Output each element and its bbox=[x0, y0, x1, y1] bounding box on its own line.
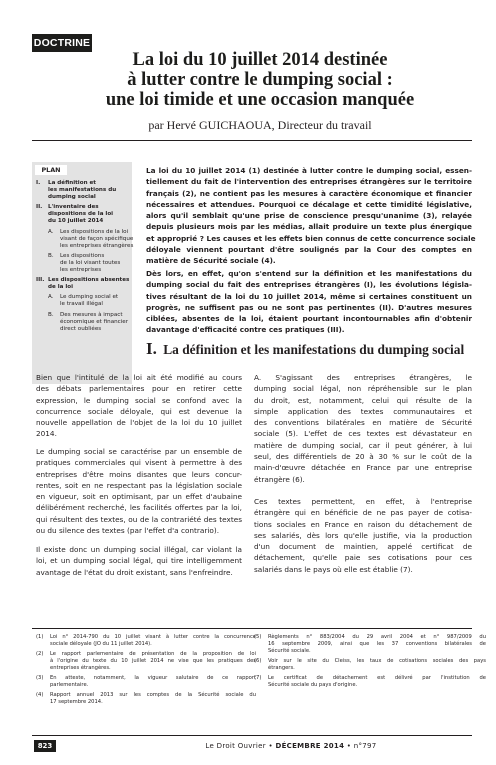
divider bbox=[32, 140, 472, 141]
text-line: français (2), ne contient pas les mesures à caractère économique et financier bbox=[146, 188, 472, 198]
plan-subsection bbox=[36, 294, 130, 308]
plan-subsection-line: Le dumping social et bbox=[60, 294, 119, 301]
page-number: 823 bbox=[34, 740, 56, 752]
text-line: étrangère qui en bénéficie de ne pas payer de cotisa- bbox=[254, 508, 472, 518]
footnote-number: (1) bbox=[36, 634, 44, 640]
footnote-line: Rapport annuel 2013 sur les comptes de la Sécurité sociale du bbox=[50, 691, 256, 698]
text-line: 2014. bbox=[36, 429, 57, 439]
journal-name: Le Droit Ouvrier bbox=[205, 742, 266, 750]
footnote-line: entreprises étrangères. bbox=[50, 665, 111, 672]
footnote-number: (2) bbox=[36, 650, 44, 657]
text-line: ciblées, absentes de la loi, étaient pourtant incontournables afin d'obtenir bbox=[146, 314, 472, 324]
plan-section-number: II. bbox=[36, 204, 43, 211]
text-line: délibérément recherché, les facilités offertes par la loi, bbox=[36, 503, 242, 513]
footnote-line: Le rapport parlementaire de présentation de la proposition de loi bbox=[50, 650, 256, 657]
plan-subsection-line: visant de façon spécifique bbox=[60, 235, 134, 242]
text-line: simple application des textes communautaires et bbox=[254, 406, 472, 416]
text-line: ou du silence des textes (par l'effet d'a contrario). bbox=[36, 526, 220, 536]
footnote-divider bbox=[32, 628, 472, 629]
text-line: entreprises d'être moins disantes que leurs concur- bbox=[36, 469, 242, 479]
footnote bbox=[254, 658, 486, 672]
text-line: nouvelle appellation de l'objet de la loi du 10 juillet bbox=[36, 418, 242, 428]
text-line: qui résultent des textes, ou de la contrariété des textes bbox=[36, 514, 242, 524]
separator: • bbox=[268, 742, 273, 750]
text-line: tions sociales en France en raison du détachement de bbox=[254, 519, 472, 529]
plan-subsection-line: Des mesures à impact bbox=[60, 311, 123, 318]
footnote-line: étrangers. bbox=[268, 665, 295, 672]
text-line: sociale (5). L'effet de ces textes est dévastateur en bbox=[254, 429, 472, 439]
footnote-line: sociale déloyale (JO du 11 juillet 2014). bbox=[50, 641, 152, 648]
issue-date: DÉCEMBRE 2014 bbox=[275, 742, 345, 750]
article-title bbox=[60, 50, 460, 110]
separator: • bbox=[346, 742, 352, 750]
plan-section bbox=[36, 204, 130, 225]
plan-section-line: La définition et bbox=[48, 180, 96, 186]
footnote-line: Règlements n° 883/2004 du 29 avril 2004 et n° 987/2009 du bbox=[268, 634, 486, 640]
plan-subsection-number: B. bbox=[48, 311, 54, 318]
text-line: salariés dans le pays où elle est établie (7). bbox=[254, 564, 413, 574]
plan-section-line: les manifestations du bbox=[48, 187, 117, 194]
text-line: ses salariés, dès lors qu'elle justifie, via la production bbox=[254, 530, 472, 540]
plan-section-line: L'inventaire des bbox=[48, 204, 99, 211]
lead-paragraph bbox=[146, 268, 472, 336]
footnote-number: (5) bbox=[254, 634, 262, 640]
text-line: pratiques commerciales qui visent à permettre à des bbox=[36, 458, 242, 468]
plan-subsection-line: économique et financier bbox=[60, 318, 129, 325]
title-line: une loi timide et une occasion manquée bbox=[105, 90, 415, 110]
footnote-number: (4) bbox=[36, 691, 44, 698]
plan-subsection-line: les entreprises bbox=[60, 267, 102, 274]
plan-section-line: dumping social bbox=[48, 194, 96, 201]
text-line: des conventions bilatérales en matière de Sécurité bbox=[254, 418, 472, 428]
section-number: I. bbox=[146, 339, 157, 358]
plan-subsection-number: A. bbox=[48, 294, 54, 301]
text-line: alors qu'il semblait qu'une prise de conscience presqu'unanime (3), relayée bbox=[146, 211, 472, 221]
plan-section-line: Les dispositions absentes bbox=[48, 277, 130, 284]
text-line: loi, et un dumping social légal, qui tire intelligemment bbox=[36, 556, 242, 566]
plan-subsection bbox=[36, 253, 130, 274]
text-line: seul, des différentiels de 20 à 30 % sur le coût de la bbox=[254, 452, 472, 462]
footnote bbox=[254, 634, 486, 656]
text-line: main-d'œuvre détachée en France par une entreprise bbox=[254, 463, 472, 473]
footnote-number: (7) bbox=[254, 675, 262, 681]
footnote-line: Le certificat de détachement est délivré par l'institution de bbox=[268, 675, 486, 681]
plan-list bbox=[36, 180, 134, 336]
footnote-line: En atteste, notamment, la vigueur salutaire de ce rapport bbox=[50, 675, 256, 681]
footnote bbox=[36, 675, 256, 689]
plan-section-line: dispositions de la loi bbox=[48, 211, 114, 218]
plan-section-line: de la loi bbox=[48, 284, 74, 291]
text-line: concurrence sociale déloyale, qui est devenue la bbox=[36, 406, 242, 416]
section-heading bbox=[146, 340, 472, 359]
footnote-line: Voir sur le site du Cleiss, les taux de cotisations sociales des pays bbox=[268, 658, 486, 665]
text-line: matière de Sécurité sociale (4). bbox=[146, 256, 276, 266]
title-line: La loi du 10 juillet 2014 destinée bbox=[132, 50, 388, 70]
text-line: expression, le dumping social se confond avec la bbox=[36, 395, 242, 405]
footnote bbox=[36, 634, 256, 648]
body-paragraph bbox=[36, 372, 242, 440]
text-line: La loi du 10 juillet 2014 (1) destinée à lutter contre le dumping social, essen- bbox=[146, 166, 472, 175]
text-line: Le dumping social se caractérise par un ensemble de bbox=[36, 447, 242, 456]
plan-section-number: III. bbox=[36, 277, 45, 284]
plan-label: PLAN bbox=[35, 165, 67, 175]
body-paragraph bbox=[254, 372, 472, 485]
text-line: davantage d'efficacité contre ces pratiques (III). bbox=[146, 325, 345, 335]
footnote-line: Sécurité sociale du pays d'origine. bbox=[268, 682, 358, 689]
footer-journal bbox=[110, 740, 472, 752]
text-line: Dès lors, en effet, qu'on s'entend sur la définition et les manifestations du bbox=[146, 269, 472, 278]
text-line: progrès, ne suffisent pas ou ne sont pas pertinentes (II). D'autres mesures bbox=[146, 302, 472, 312]
plan-subsection-number: A. bbox=[48, 228, 54, 235]
footnote bbox=[254, 675, 486, 689]
plan-section-line: du 10 juillet 2014 bbox=[48, 218, 104, 225]
plan-subsection-line: de la loi visant toutes bbox=[60, 259, 121, 266]
plan-subsection-line: direct oubliées bbox=[60, 325, 102, 332]
text-line: depuis plusieurs mois par les médias, allait produire un texte plus énergique bbox=[146, 222, 472, 232]
text-line: d'un document de maintien, appelé certificat de bbox=[254, 542, 472, 552]
section-title: La définition et les manifestations du dumping social bbox=[163, 342, 465, 357]
title-line: à lutter contre le dumping social : bbox=[127, 70, 393, 90]
text-line: avantage de l'état du droit existant, sans l'enfreindre. bbox=[36, 567, 233, 577]
text-line: Bien que l'intitulé de la loi ait été modifié au cours bbox=[36, 373, 242, 382]
text-line: Ces textes permettent, en effet, à l'entreprise bbox=[254, 497, 472, 506]
body-paragraph bbox=[254, 496, 472, 575]
plan-section bbox=[36, 180, 130, 201]
text-line: et approprié ? Les causes et les effets bien connus de cette concurrence sociale bbox=[146, 233, 476, 243]
plan-sidebar bbox=[32, 162, 132, 384]
plan-subsection bbox=[36, 312, 130, 333]
text-line: étrangère (6). bbox=[254, 474, 305, 484]
rubric-tag: DOCTRINE bbox=[32, 34, 92, 52]
text-line: rentes, soit en ne respectant pas la législation sociale bbox=[36, 480, 242, 490]
footnote-number: (6) bbox=[254, 658, 262, 665]
text-line: A. S'agissant des entreprises étrangères, le bbox=[254, 373, 472, 382]
plan-subsection-line: Les dispositions bbox=[60, 252, 105, 259]
footnote bbox=[36, 692, 256, 706]
footer-divider bbox=[32, 735, 472, 736]
lead-paragraph bbox=[146, 165, 476, 267]
plan-subsection-line: les entreprises étrangères bbox=[60, 242, 134, 249]
text-line: des débats parlementaires pour en retirer cette bbox=[36, 384, 242, 394]
text-line: déloyale viennent pourtant d'être soulignés par la Cour des comptes en bbox=[146, 245, 472, 255]
issue-number: n°797 bbox=[353, 742, 377, 750]
body-paragraph bbox=[36, 544, 242, 578]
author-byline: par Hervé GUICHAOUA, Directeur du travail bbox=[148, 118, 372, 132]
text-line: en vigueur, soit en optimisant, par un effet d'aubaine bbox=[36, 492, 242, 502]
plan-subsection-line: Les dispositions de la loi bbox=[60, 228, 129, 235]
footnote-line: Sécurité sociale. bbox=[268, 648, 311, 655]
text-line: Il existe donc un dumping social illégal, car violant la bbox=[36, 545, 242, 554]
text-line: tiellement du fait de l'intervention des entreprises étrangères sur le territoire bbox=[146, 177, 472, 187]
plan-section-number: I. bbox=[36, 180, 41, 186]
footnote-line: 17 septembre 2014. bbox=[50, 699, 103, 706]
text-line: tives résultant de la loi du 10 juillet 2014, même si certaines constituent un bbox=[146, 291, 472, 301]
text-line: du droit, est, notamment, celui qui résulte de la bbox=[254, 395, 472, 405]
plan-section bbox=[36, 277, 130, 291]
plan-subsection bbox=[36, 228, 134, 250]
footnote-line: Loi n° 2014-790 du 10 juillet visant à lutter contre la concurrence bbox=[50, 634, 256, 640]
footnote bbox=[36, 651, 256, 673]
text-line: nécessaires et attendues. Pourquoi ce décalage et cette timidité législative, bbox=[146, 199, 472, 209]
footnote-number: (3) bbox=[36, 675, 44, 681]
text-line: détachement, qu'elle paie ses cotisations pour ces bbox=[254, 553, 472, 563]
footnote-line: à l'origine du texte du 10 juillet 2014 ne vise que les pratiques des bbox=[50, 658, 256, 665]
body-paragraph bbox=[36, 446, 242, 536]
plan-subsection-line: le travail illégal bbox=[60, 301, 103, 308]
text-line: dumping social légal, non répréhensible sur le plan bbox=[254, 384, 472, 394]
footnote-line: parlementaire. bbox=[50, 682, 89, 689]
text-line: dumping social du fait des entreprises étrangères (I), les évolutions législa- bbox=[146, 280, 472, 290]
footnote-line: 16 septembre 2009, ainsi que les 37 conventions bilatérales de bbox=[268, 641, 486, 648]
text-line: matière de dumping social, car il peut générer, à lui bbox=[254, 440, 472, 450]
plan-subsection-number: B. bbox=[48, 252, 54, 259]
